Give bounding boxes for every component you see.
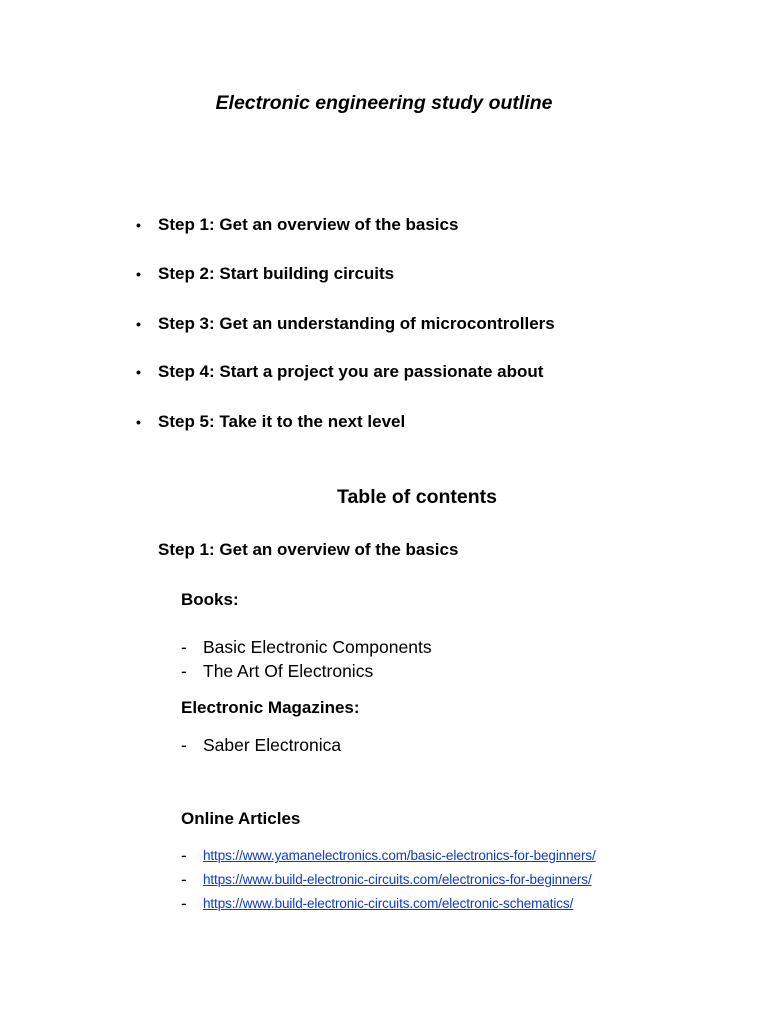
magazine-title: Saber Electronica	[203, 735, 342, 755]
outline-item	[136, 312, 555, 336]
books-heading: Books:	[181, 590, 239, 609]
book-title: The Art Of Electronics	[203, 661, 374, 681]
toc-heading: Table of contents	[337, 486, 497, 508]
article-link[interactable]: https://www.build-electronic-circuits.com/electronic-schematics/	[203, 896, 574, 911]
outline-item	[136, 262, 394, 286]
outline-item	[136, 410, 405, 434]
list-item	[181, 845, 596, 867]
dash-icon: -	[181, 846, 187, 865]
article-link[interactable]: https://www.build-electronic-circuits.com/electronics-for-beginners/	[203, 872, 592, 887]
list-item	[181, 659, 373, 683]
outline-item-text: Step 3: Get an understanding of microcontrollers	[158, 314, 555, 333]
list-item	[181, 733, 341, 757]
list-item	[181, 893, 573, 915]
outline-item	[136, 360, 543, 384]
document-title: Electronic engineering study outline	[215, 92, 553, 114]
bullet-icon: •	[136, 414, 141, 430]
article-link[interactable]: https://www.yamanelectronics.com/basic-electronics-for-beginners/	[203, 848, 596, 863]
magazines-heading: Electronic Magazines:	[181, 698, 360, 717]
bullet-icon: •	[136, 316, 141, 332]
dash-icon: -	[181, 894, 187, 913]
section-heading: Step 1: Get an overview of the basics	[158, 540, 459, 559]
outline-item-text: Step 2: Start building circuits	[158, 264, 395, 283]
bullet-icon: •	[136, 217, 141, 233]
bullet-icon: •	[136, 364, 141, 380]
outline-item	[136, 213, 458, 237]
bullet-icon: •	[136, 266, 141, 282]
list-item	[181, 869, 592, 891]
outline-item-text: Step 1: Get an overview of the basics	[158, 215, 459, 234]
articles-heading: Online Articles	[181, 809, 301, 828]
list-item	[181, 635, 432, 659]
outline-item-text: Step 5: Take it to the next level	[158, 412, 406, 431]
book-title: Basic Electronic Components	[203, 637, 432, 657]
dash-icon: -	[181, 735, 187, 755]
dash-icon: -	[181, 661, 187, 681]
dash-icon: -	[181, 637, 187, 657]
outline-item-text: Step 4: Start a project you are passionate about	[158, 362, 544, 381]
dash-icon: -	[181, 870, 187, 889]
